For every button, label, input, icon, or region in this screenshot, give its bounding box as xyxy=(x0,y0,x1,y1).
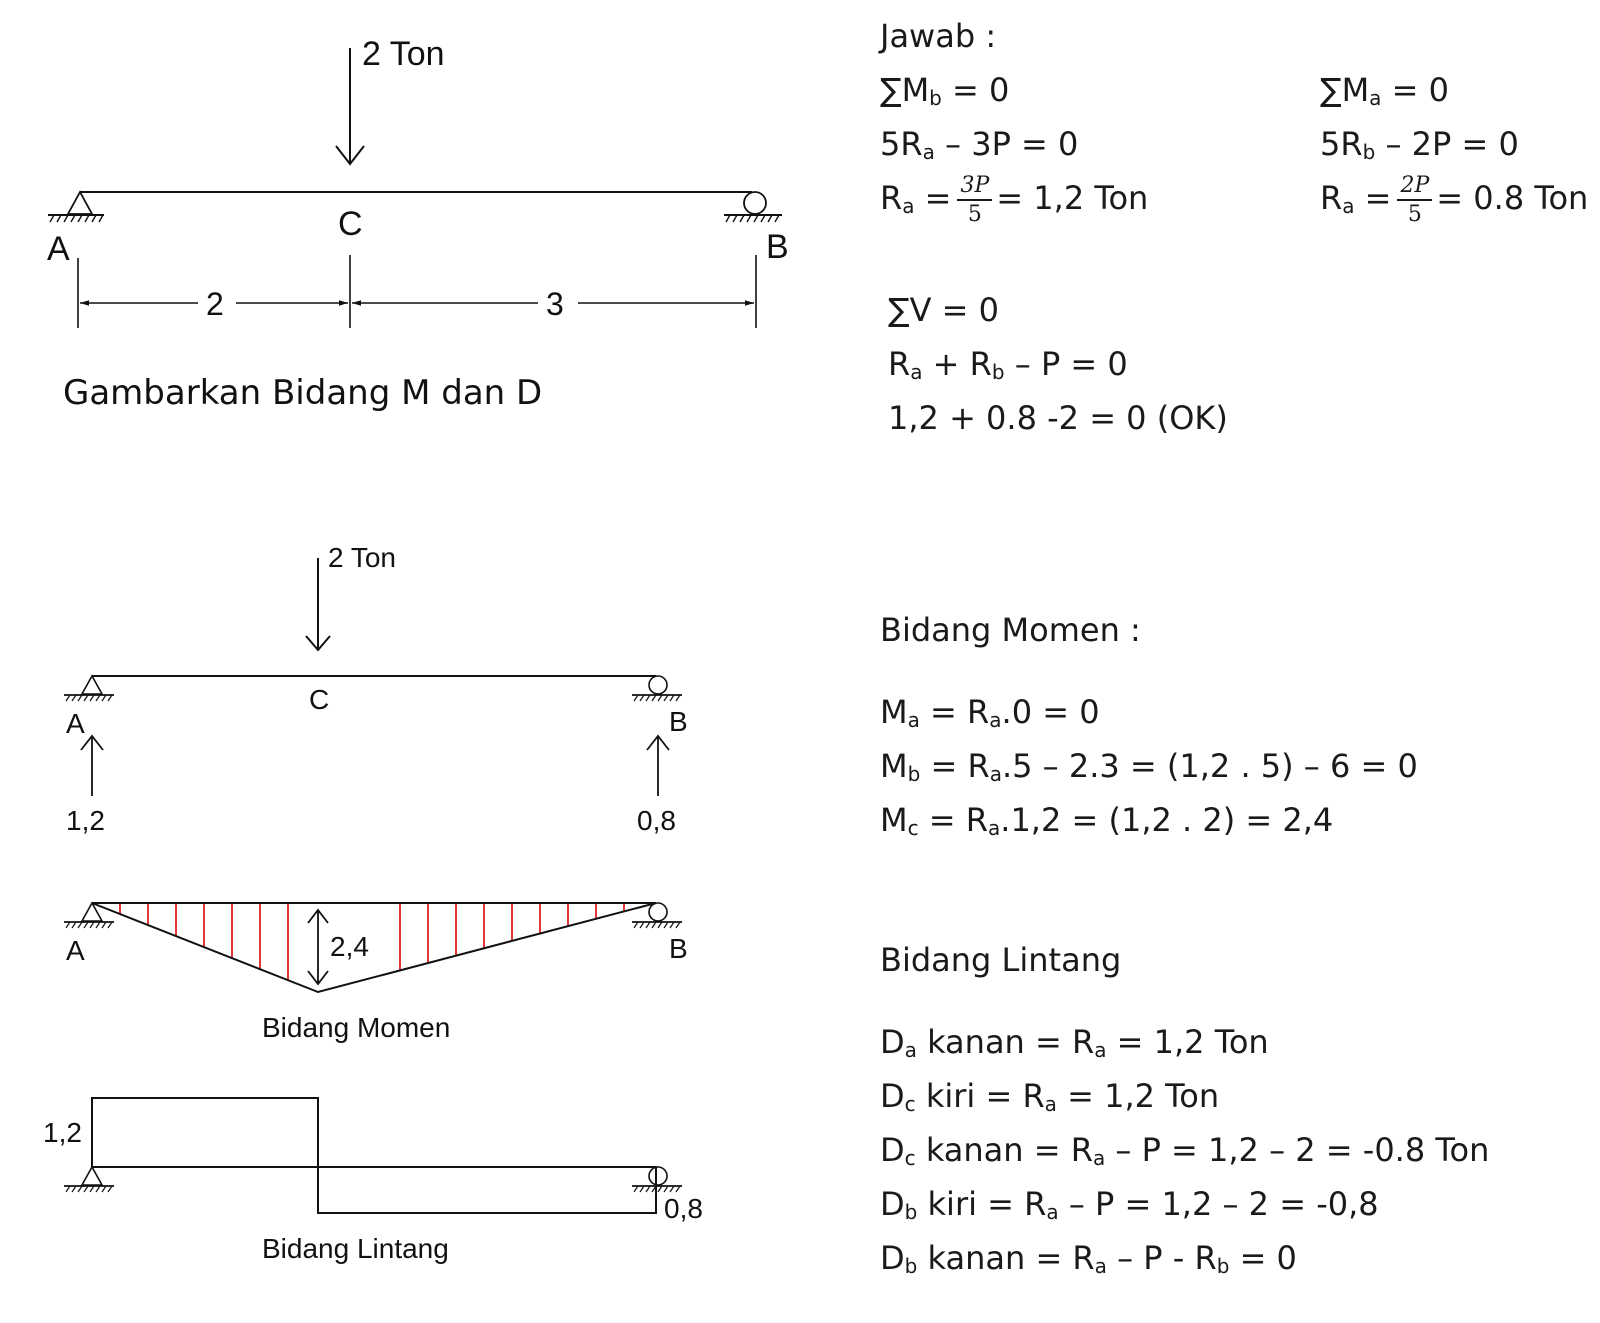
equation-5ra: $5R_a - 3P = 0$ xyxy=(880,125,1079,164)
moment-node-b: B xyxy=(669,933,688,964)
shear-diagram xyxy=(43,1098,703,1264)
moment-caption: Bidang Momen xyxy=(262,1012,451,1043)
top-pin-support-a xyxy=(48,192,104,222)
moment-hatching xyxy=(120,903,624,980)
moment-diagram xyxy=(64,903,688,1043)
shear-line-2: $D_c$ kiri = $R_a = 1,2$ Ton xyxy=(880,1077,1220,1116)
shear-value-right: 0,8 xyxy=(664,1193,703,1224)
top-beam-diagram xyxy=(47,35,789,413)
reaction-roller-support-b xyxy=(632,676,682,701)
reaction-node-c: C xyxy=(309,684,330,715)
shear-line-5: $D_b$ kanan = $R_a - P - R_b = 0$ xyxy=(880,1239,1297,1278)
shear-value-left: 1,2 xyxy=(43,1117,82,1148)
shear-positive-block xyxy=(92,1098,318,1167)
shear-caption: Bidang Lintang xyxy=(262,1233,449,1264)
fraction-3p-5: $\frac{3P}{5}$ xyxy=(957,174,992,226)
top-node-b: B xyxy=(766,228,789,266)
check-vertical: 1,2 + 0.8 -2 = 0 (OK) xyxy=(888,399,1228,437)
sum-moment-a: $\sum M_a = 0$ xyxy=(1320,71,1449,110)
reaction-node-b: B xyxy=(669,706,688,737)
equation-5rb: $5R_b - 2P = 0$ xyxy=(1320,125,1519,164)
reaction-pin-support-a xyxy=(64,676,114,701)
dim-cb-label: 3 xyxy=(546,286,564,322)
shear-line-1: $D_a$ kanan = $R_a = 1,2$ Ton xyxy=(880,1023,1269,1062)
shear-section-title: Bidang Lintang xyxy=(880,941,1122,979)
shear-line-3: $D_c$ kanan = $R_a - P = 1,2 - 2 = -0.8$ Ton xyxy=(880,1131,1490,1170)
reaction-value-b: 0,8 xyxy=(637,805,676,836)
moment-line-a: $M_a = R_a.0 = 0$ xyxy=(880,693,1100,732)
reaction-value-a: 1,2 xyxy=(66,805,105,836)
sum-vertical: ∑V = 0 xyxy=(888,291,999,329)
moment-pin-support-a xyxy=(64,903,114,928)
top-node-c: C xyxy=(338,205,363,243)
shear-line-4: $D_b$ kiri = $R_a - P = 1,2 - 2 = -0,8$ xyxy=(880,1185,1379,1224)
reaction-diagram xyxy=(64,542,688,836)
fraction-2p-5: $\frac{2P}{5}$ xyxy=(1397,174,1432,226)
top-roller-support-b xyxy=(724,192,782,222)
moment-peak-value: 2,4 xyxy=(330,931,369,962)
equation-vertical: $R_a + R_b - P = 0$ xyxy=(888,345,1128,384)
shear-negative-block xyxy=(318,1167,656,1213)
moment-line-c: $M_c = R_a.1,2 = (1,2$ . 2) = 2,4 xyxy=(880,801,1334,840)
sum-moment-b: $\sum M_b = 0$ xyxy=(880,71,1010,110)
result-ra: $R_a$ = $\frac{3P}{5}$ = 1,2 Ton xyxy=(880,173,1149,228)
solution-heading: Jawab : xyxy=(880,17,997,55)
moment-line-b: $M_b = R_a.5 - 2.3 = (1,2$ . 5) – 6 = 0 xyxy=(880,747,1418,786)
moment-section-title: Bidang Momen : xyxy=(880,611,1141,649)
moment-node-a: A xyxy=(66,935,85,966)
top-load-label: 2 Ton xyxy=(362,35,445,73)
dim-ac-label: 2 xyxy=(206,286,224,322)
top-caption: Gambarkan Bidang M dan D xyxy=(63,373,543,413)
shear-pin-support-a xyxy=(64,1167,114,1192)
reaction-node-a: A xyxy=(66,708,85,739)
reaction-load-label: 2 Ton xyxy=(328,542,396,573)
top-node-a: A xyxy=(47,230,70,268)
result-rb: $R_a$ = $\frac{2P}{5}$ = 0.8 Ton xyxy=(1320,173,1589,228)
